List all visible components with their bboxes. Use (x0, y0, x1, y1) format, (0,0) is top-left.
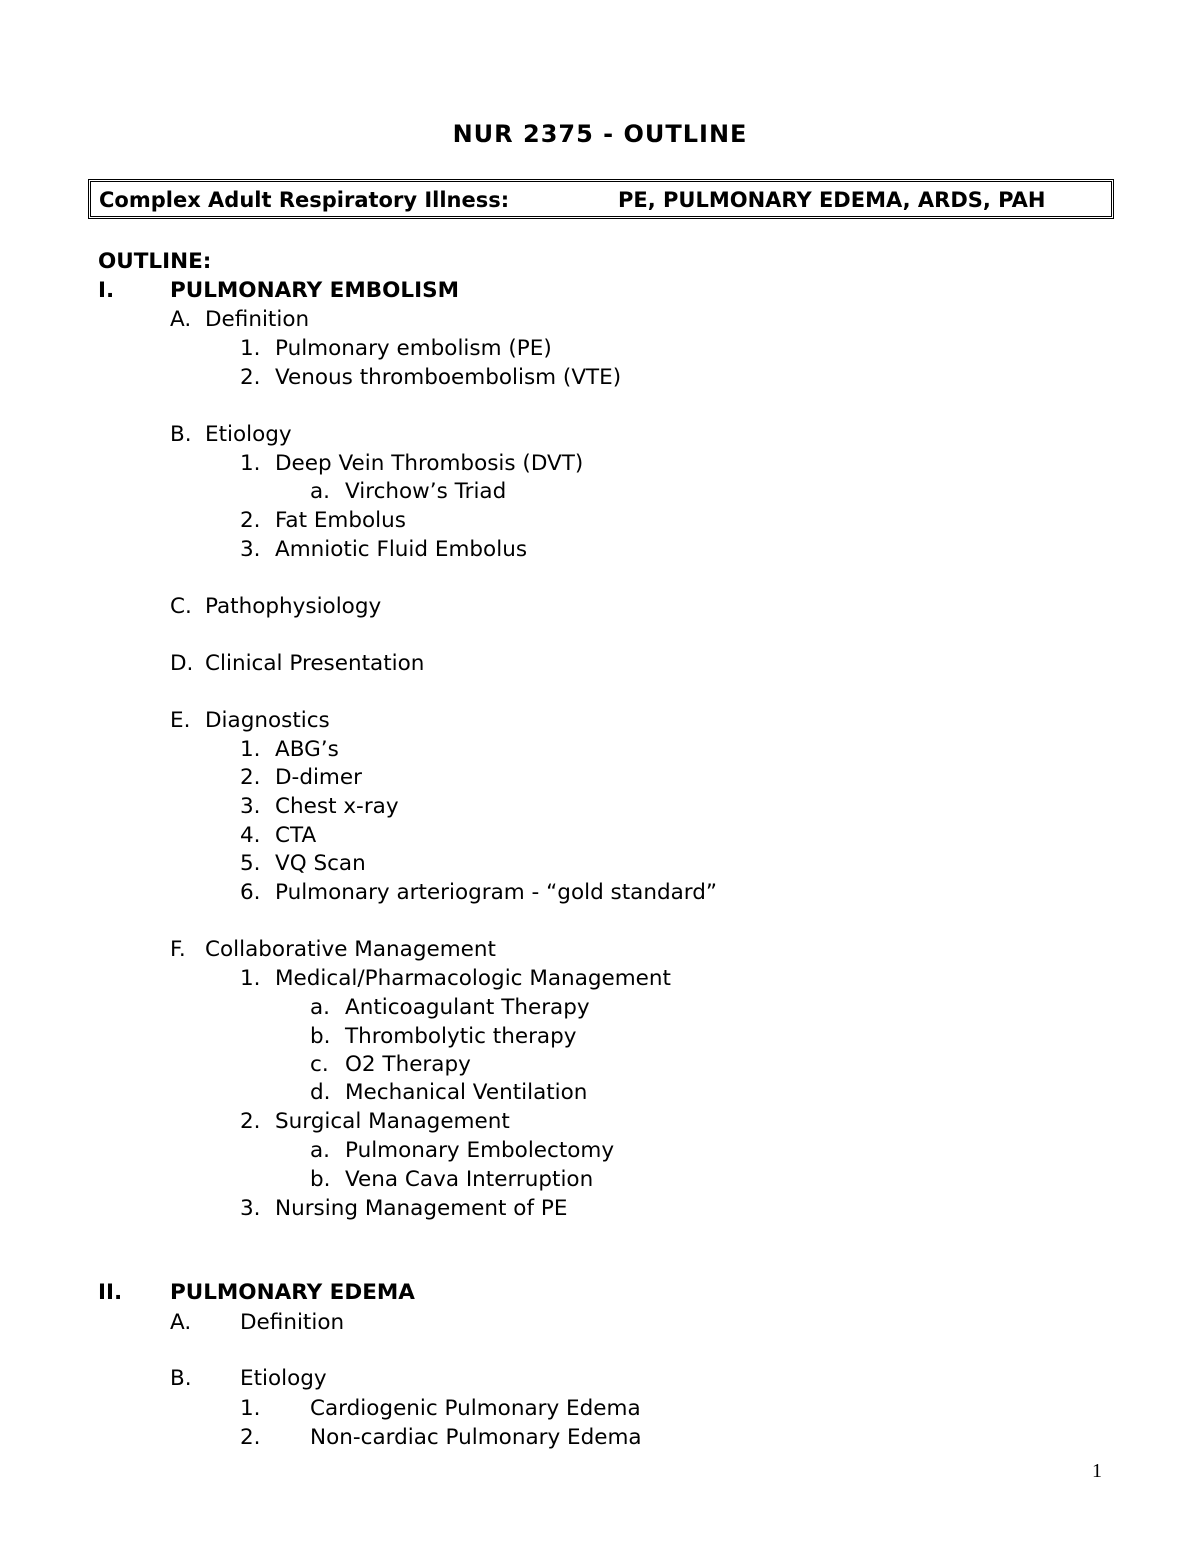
outline-item-text: Amniotic Fluid Embolus (275, 537, 528, 562)
outline-item-label: d. (310, 1080, 331, 1105)
outline-item-text: CTA (275, 823, 317, 848)
outline-item-label: 1. (240, 737, 261, 762)
document-title: NUR 2375 - OUTLINE (452, 120, 748, 148)
outline-item-text: Deep Vein Thrombosis (DVT) (275, 451, 584, 476)
outline-item-label: D. (170, 651, 194, 676)
outline-item-text: Pulmonary Embolectomy (345, 1138, 615, 1163)
outline-item-text: Diagnostics (205, 708, 330, 733)
outline-item-label: 5. (240, 851, 261, 876)
outline-item-label: b. (310, 1024, 331, 1049)
outline-item-text: Vena Cava Interruption (345, 1167, 594, 1192)
outline-item-text: Surgical Management (275, 1109, 510, 1134)
outline-item-text: Virchow’s Triad (345, 479, 507, 504)
outline-item-label: 2. (240, 1425, 261, 1450)
section-heading: PULMONARY EDEMA (170, 1280, 415, 1305)
outline-item-text: Pulmonary arteriogram - “gold standard” (275, 880, 718, 905)
outline-item-label: 1. (240, 1396, 261, 1421)
outline-item-text: Mechanical Ventilation (345, 1080, 588, 1105)
outline-item-label: II. (98, 1280, 123, 1305)
outline-item-text: Fat Embolus (275, 508, 406, 533)
outline-item-label: 3. (240, 537, 261, 562)
outline-item-label: B. (170, 422, 192, 447)
outline-item-text: Anticoagulant Therapy (345, 995, 590, 1020)
outline-item-label: 2. (240, 508, 261, 533)
outline-item-label: 2. (240, 765, 261, 790)
outline-item-label: A. (170, 307, 192, 332)
outline-item-label: F. (170, 937, 186, 962)
outline-item-text: Pulmonary embolism (PE) (275, 336, 552, 361)
outline-item-text: Venous thromboembolism (VTE) (275, 365, 622, 390)
outline-item-text: Definition (205, 307, 310, 332)
outline-item-label: 4. (240, 823, 261, 848)
outline-item-label: 3. (240, 794, 261, 819)
outline-item-text: Medical/Pharmacologic Management (275, 966, 671, 991)
outline-item-label: B. (170, 1366, 192, 1391)
outline-item-label: 2. (240, 1109, 261, 1134)
outline-item-text: Etiology (240, 1366, 327, 1391)
outline-item-text: VQ Scan (275, 851, 366, 876)
outline-item-text: Non-cardiac Pulmonary Edema (310, 1425, 642, 1450)
outline-item-text: Clinical Presentation (205, 651, 425, 676)
outline-item-label: 6. (240, 880, 261, 905)
outline-item-label: 2. (240, 365, 261, 390)
outline-item-label: c. (310, 1052, 329, 1077)
outline-item-text: Collaborative Management (205, 937, 496, 962)
outline-item-text: Etiology (205, 422, 292, 447)
outline-item-label: C. (170, 594, 192, 619)
outline-item-text: Chest x-ray (275, 794, 399, 819)
outline-item-text: O2 Therapy (345, 1052, 471, 1077)
outline-item-text: ABG’s (275, 737, 339, 762)
outline-item-label: a. (310, 1138, 331, 1163)
outline-heading: OUTLINE: (98, 249, 212, 274)
outline-item-label: I. (98, 278, 115, 303)
outline-item-text: Pathophysiology (205, 594, 382, 619)
outline-item-label: 1. (240, 336, 261, 361)
outline-item-text: Definition (240, 1310, 345, 1335)
topic-banner (88, 179, 1114, 219)
outline-item-label: a. (310, 479, 331, 504)
outline-item-text: D-dimer (275, 765, 362, 790)
outline-item-label: 3. (240, 1196, 261, 1221)
outline-item-label: b. (310, 1167, 331, 1192)
page-number: 1 (1092, 1460, 1102, 1482)
outline-item-text: Thrombolytic therapy (345, 1024, 577, 1049)
section-heading: PULMONARY EMBOLISM (170, 278, 459, 303)
outline-item-label: 1. (240, 966, 261, 991)
banner-illness-list: PE, PULMONARY EDEMA, ARDS, PAH (618, 188, 1046, 212)
outline-item-label: A. (170, 1310, 192, 1335)
outline-item-label: E. (170, 708, 191, 733)
banner-course-topic: Complex Adult Respiratory Illness: (99, 188, 510, 212)
outline-item-text: Cardiogenic Pulmonary Edema (310, 1396, 641, 1421)
outline-item-label: 1. (240, 451, 261, 476)
outline-item-text: Nursing Management of PE (275, 1196, 568, 1221)
outline-item-label: a. (310, 995, 331, 1020)
